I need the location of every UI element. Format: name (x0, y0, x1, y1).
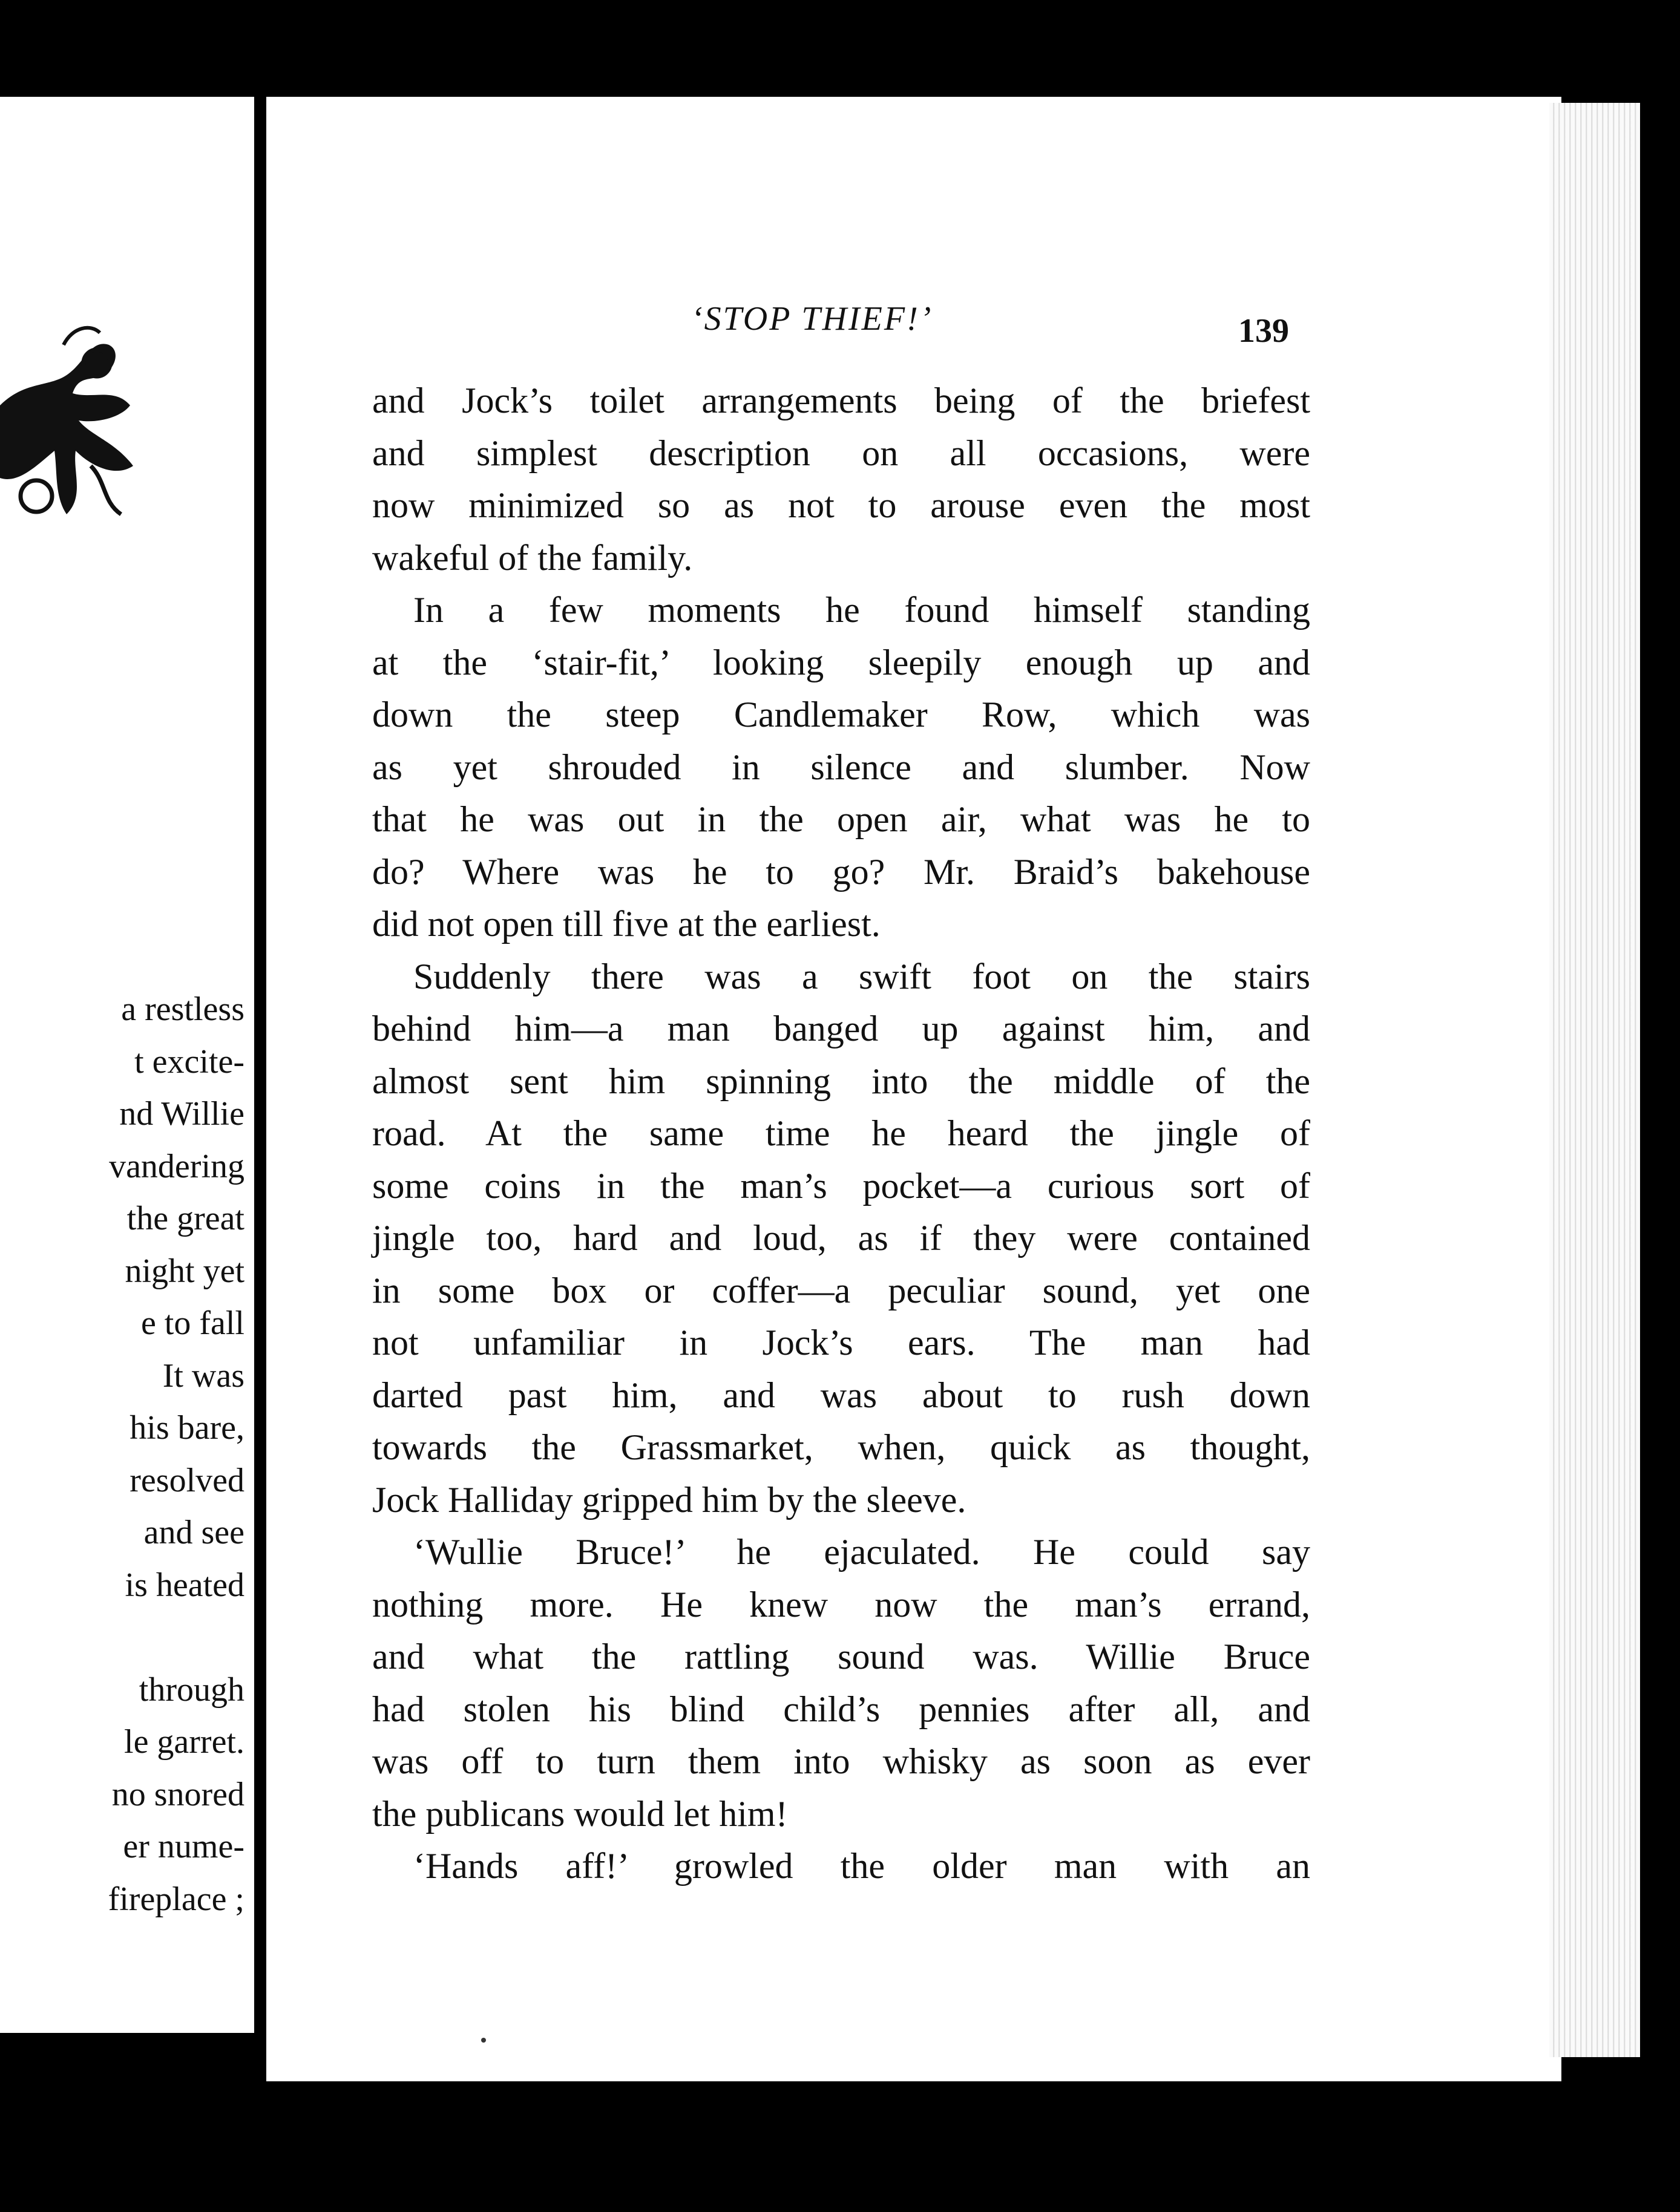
text-line: and Jock’s toilet arrangements being of the briefest (372, 381, 1310, 420)
left-page-line: fireplace ; (108, 1880, 244, 1918)
text-line: did not open till five at the earliest. (372, 904, 881, 944)
text-line: behind him—a man banged up against him, and (372, 1009, 1310, 1049)
text-line: in some box or coffer—a peculiar sound, yet one (372, 1270, 1310, 1311)
text-line: down the steep Candlemaker Row, which was (372, 695, 1310, 735)
left-page-line: vandering (109, 1147, 244, 1185)
text-line: not unfamiliar in Jock’s ears. The man had (372, 1323, 1310, 1363)
left-page-line: le garret. (124, 1723, 244, 1761)
page-edges (1549, 103, 1640, 2057)
text-line: wakeful of the family. (372, 537, 693, 578)
left-page-line: resolved (130, 1461, 244, 1499)
text-line: was off to turn them into whisky as soon as ever (372, 1741, 1310, 1781)
page-number: 139 (1238, 312, 1289, 350)
left-page-line: t excite- (134, 1042, 244, 1081)
text-line: ‘Wullie Bruce!’ he ejaculated. He could say (413, 1532, 1310, 1572)
left-page-line: is heated (125, 1566, 244, 1604)
text-line: do? Where was he to go? Mr. Braid’s bakehouse (372, 851, 1310, 892)
left-page-line: It was (162, 1356, 244, 1395)
text-line: that he was out in the open air, what was he to (372, 799, 1310, 839)
text-line: darted past him, and was about to rush down (372, 1375, 1310, 1415)
text-line: and simplest description on all occasions, were (372, 433, 1310, 473)
floral-ornament-icon (0, 315, 157, 569)
text-line: at the ‘stair-fit,’ looking sleepily enough up and (372, 642, 1310, 682)
left-page-text (108, 983, 244, 1925)
left-page-line: and see (143, 1514, 244, 1551)
left-page-line: night yet (125, 1252, 244, 1290)
left-page-line: his bare, (130, 1409, 244, 1447)
left-page-line: nd Willie (119, 1095, 244, 1133)
left-page-line: no snored (111, 1775, 244, 1813)
text-line: ‘Hands aff!’ growled the older man with an (413, 1846, 1310, 1886)
text-line: jingle too, hard and loud, as if they were contained (372, 1218, 1310, 1258)
text-line: In a few moments he found himself standing (413, 590, 1310, 630)
text-line: almost sent him spinning into the middle of the (372, 1061, 1310, 1101)
text-line: and what the rattling sound was. Willie Bruce (372, 1637, 1310, 1677)
text-line: Jock Halliday gripped him by the sleeve. (372, 1479, 966, 1520)
text-line: the publicans would let him! (372, 1793, 788, 1834)
text-line: as yet shrouded in silence and slumber. Now (372, 747, 1310, 787)
left-page-line: the great (126, 1200, 244, 1237)
left-page (0, 97, 254, 2033)
print-speck (481, 2038, 486, 2043)
left-page-line (108, 1611, 244, 1664)
text-line: Suddenly there was a swift foot on the stairs (413, 956, 1310, 996)
left-page-line: e to fall (140, 1304, 244, 1342)
text-line: had stolen his blind child’s pennies after all, and (372, 1689, 1310, 1729)
running-head: ‘STOP THIEF!’ (691, 300, 933, 338)
left-page-line: er nume- (123, 1828, 244, 1865)
body-text (372, 375, 1310, 1893)
left-page-line: a restless (121, 990, 244, 1028)
text-line: now minimized so as not to arouse even the most (372, 485, 1310, 525)
text-line: nothing more. He knew now the man’s errand, (372, 1584, 1310, 1625)
text-line: towards the Grassmarket, when, quick as thought, (372, 1427, 1310, 1467)
text-line: some coins in the man’s pocket—a curious sort of (372, 1165, 1310, 1206)
left-page-line: through (139, 1670, 244, 1709)
text-line: road. At the same time he heard the jingle of (372, 1113, 1310, 1153)
